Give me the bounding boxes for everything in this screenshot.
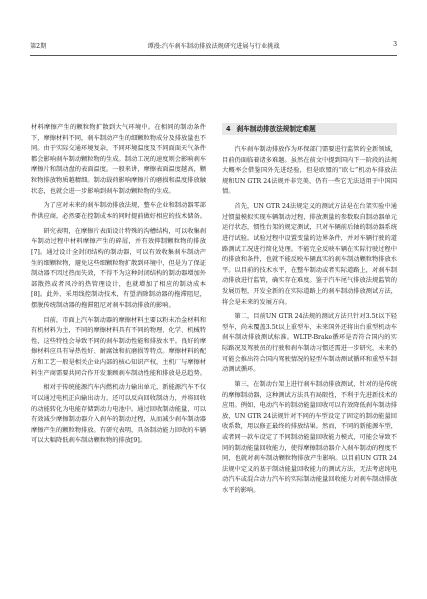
paragraph: 汽车刹车制动排放作为环保部门需要进行监管的全新领域，目前仍面临着诸多难题。虽然在前文中提到国内下一阶段的法规大概率会借鉴国外先进经验，但是欧盟的“欧七”机动车排放法规和UN GTR 24法规并非完美，仍有一些它无法适用于中国国情。 <box>222 146 397 196</box>
paragraph: 第二，目前UN GTR 24法规的测试方法只针对3.5t以下轻型车，尚未覆盖3.5t以上重型车，未来国外还将出台重型机动车刹车制动排放测试标准。WLTP-Brake循环是否符合国内的实际路况及驾驶员的行驶和刹车制动习惯还需进一步研究，未来仍可能会推出符合国内驾驶情况的轻型车制动测试循环和重型车制动测试循环。 <box>222 313 397 374</box>
section-number: 4 <box>226 125 231 133</box>
paragraph: 第三，在制动台架上进行刹车制动排放测试，针对的是传统的摩擦制动器，这种测试方法具有局限性，不利于先进新技术的应用。例如，电动汽车的制动能量回收可以有效降低刹车制动排放，UN GTR 24法规针对不同的车型设定了固定的制动能量回收系数，用以修正最终的排放结果。然而，不同的新能源车型，或者同一款车设定了不同制动能量回收能力模式，可能会导致不同的制动能量回收能力，使得摩擦制动器介入刹车制动的程度不同，也就对刹车制动颗粒物排放产生影响。以目前UN GTR 24法规中定义的基于制动能量回收能力的测试方法，无法考虑纯电动汽车或混合动力汽车的实际制动能量回收能力对刹车制动排放水平的影响。 <box>222 381 397 494</box>
paragraph: 首先，UN GTR 24法规定义的测试方法是在台架实验中通过惯量模拟实现车辆制动过程，排放测量的参数取自制动器单元运行状态，惯性台架的规定测试，只对车辆前后轴的制动器系统进行试验。试验过程中设置变量的边界条件，并对车辆行驶的道路测试工况进行简化处理。不能完全反映车辆在实际行驶过程中的排放和条件，也就不能反映车辆真实的刹车制动颗粒物排放水平。以目前的技术水平，在整车制动或者实际道路上，对刹车制动排放进行监管，确实存在难度。鉴于汽车尾气排放法规监管的发展历程，开发全新的在实际道路上的刹车制动排放测试方法，将会是未来的发展方向。 <box>222 203 397 306</box>
paragraph: 研究表明，在摩擦片表面设计特殊的沟槽结构，可以收集刹车制动过程中材料摩擦产生的碎屑，并有效抑制颗粒物的排放[7]。通过设计全封闭结构的制动器，可以有效收集刹车制动产生的细颗粒物，避免这些细颗粒物扩散到环境中，但是为了保证制动器不因过热而失效，不得不为这种封闭结构的制动器增加外部散热或者风冷的热管理设计，也就增加了相应的制动成本[8]。此外，采用线控制动技术，有望消除制动器的拖滞阻尼，摆脱传统制动器的拖滞阻尼对刹车制动排放的影响。 <box>31 227 206 309</box>
section-title: 刹车制动排放法规制定难题 <box>236 125 316 133</box>
running-header <box>30 41 397 53</box>
header-rule <box>30 55 397 56</box>
journal-issue: 第2期 <box>30 43 47 50</box>
paragraph: 为了应对未来的刹车制动排放法规，整车企业和制动器零部件供应商，必然要在控制成本的同时提前做好相应的技术储备。 <box>31 202 206 220</box>
paragraph: 相对于传统能源汽车内燃机动力输出单元，新能源汽车不仅可以通过电机正向输出动力，还可以反向回收制动力，并将回收的动能转化为电能存储到动力电池中。通过回收制动能量，可以有效减少摩擦制动器介入刹车的制动过程，从而减少刹车制动器摩擦产生的颗粒物排放。有研究表明，具备制动能力回收的车辆可以大幅降低刹车制动颗粒物的排放[9]。 <box>31 384 206 445</box>
paragraph: 目前，市面上汽车制动器的摩擦材料主要以粉末冶金材料和有机材料为主，不同的摩擦材料具有不同的物理、化学、机械特性，这些特性会导致不同的刹车制动性能和排放水平。良好的摩擦材料应具有导热性好、耐腐蚀和抗磨损等特点。摩擦材料的配方和工艺一般是相关企业内部的核心知识产权，主机厂与摩擦材料生产商需要共同合作开发兼顾刹车制动性能和排放是总趋势。 <box>31 316 206 377</box>
paragraph: 材料摩擦产生的颗粒物扩散到大气环境中。在相同的制动条件下，摩擦材料不同，刹车制动产生的细颗粒物成分及排放量也不同。由于实际交通环境复杂，不同环境温度及不同面面天气条件都会影响刹车制动颗粒物的生成。制动工况的速度则会影响刹车摩擦片和制动盘的表面温度。一般来讲，摩擦表面温度越高，颗粒物排放物质越精细。制动载荷影响摩擦片的磨损和温度排放触状态，也就会进一步影响到刹车制动颗粒物的生成。 <box>31 124 206 195</box>
section-heading <box>222 123 397 135</box>
running-title: 谭漫:汽车刹车制动排放法规研究进展与行业挑战 <box>147 43 280 50</box>
left-column <box>31 123 206 451</box>
page-number: 3 <box>393 41 397 48</box>
right-column <box>222 123 397 501</box>
